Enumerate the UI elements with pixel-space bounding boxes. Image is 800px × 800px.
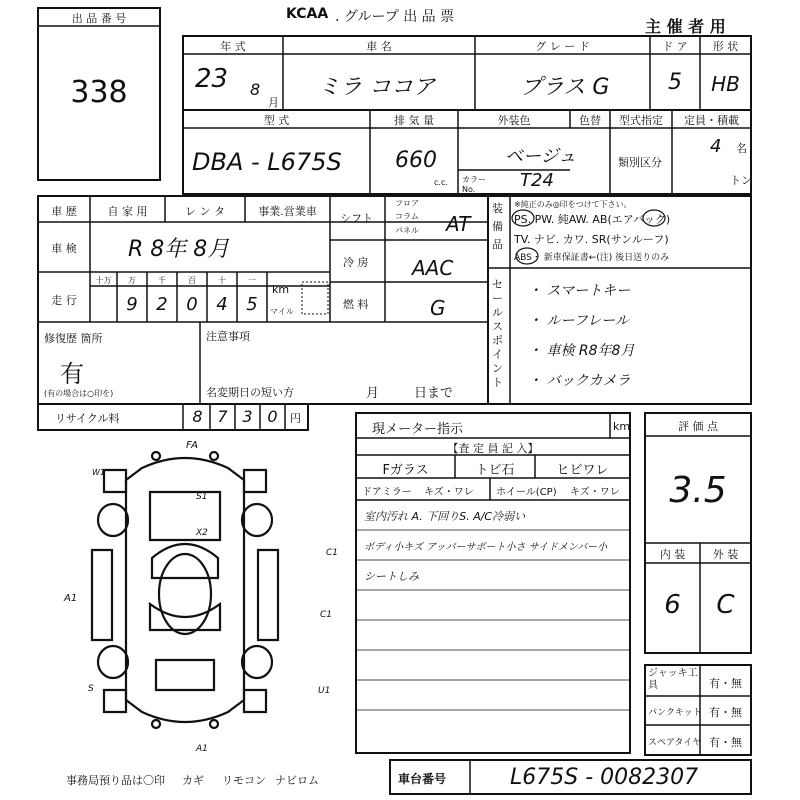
shift-panel: パネル (395, 226, 419, 235)
damage-mark: W1 (92, 468, 105, 477)
jack-label: ジャッキ工 具 (648, 668, 698, 691)
mileage-digit: 5 (246, 294, 258, 315)
shift-floor: フロア (395, 199, 419, 208)
history-label: 車 歴 (51, 205, 77, 218)
brand-logo: KCAA (286, 6, 329, 22)
remark-line: シートしみ (364, 570, 419, 583)
interior-label: 内 装 (659, 548, 686, 561)
shift-label: シフト (340, 212, 373, 225)
notes-label: 注意事項 (206, 330, 250, 343)
category-label: 類別区分 (618, 156, 662, 169)
lot-number-label: 出 品 番 号 (71, 12, 127, 25)
glass-label: Fガラス (382, 463, 429, 478)
mileage-digit: 2 (156, 294, 168, 315)
damage-mark: X2 (196, 528, 208, 538)
meter-unit: km (613, 420, 631, 433)
puncture-label: パンクキット (648, 708, 702, 718)
repair-value: 有 (60, 360, 84, 388)
score-label: 評 価 点 (678, 420, 718, 433)
recycle-digit: 0 (267, 407, 278, 426)
office-note: 事務局預り品は〇印 (66, 774, 165, 787)
sheet-title: . グループ 出 品 票 (335, 9, 455, 25)
damage-mark: S1 (196, 492, 208, 502)
equipment-line3: ABS・ 新車保証書←(注) 後日送りのみ (514, 253, 670, 263)
repair-label: 修復歴 箇所 (44, 332, 103, 345)
repair-note: (有の場合は○印を) (44, 389, 114, 398)
chassis-label: 車台番号 (398, 772, 447, 786)
damage-mark: S (88, 684, 94, 694)
puncture-option: 有・無 (709, 706, 742, 719)
mileage-unit: 十万 (95, 276, 112, 285)
wheel-value: キズ・ワレ (570, 487, 620, 498)
name-change-month: 月 (366, 386, 380, 401)
equipment-line1: PS. PW. 純AW. AB(エアバック) (514, 213, 671, 226)
color-value: ベージュ (505, 146, 577, 167)
equipment-note: ※純正のみ◎印をつけて下さい。 (514, 200, 632, 209)
glass-hibi: ヒビワレ (556, 463, 609, 478)
color-code-label: カラー No. (462, 175, 486, 194)
mileage-digit: 0 (186, 294, 198, 315)
sales-point-label: セールスポイント (492, 278, 503, 389)
name-change-day: 日まで (414, 386, 454, 401)
door-label: ド ア (662, 40, 688, 53)
month-value: 8 (250, 80, 261, 99)
equipment-label: 装 備 品 (492, 202, 503, 251)
recycle-label: リサイクル料 (55, 412, 120, 425)
wheel-label: ホイール(CP) (496, 487, 557, 498)
footer-remote: リモコン (222, 774, 266, 787)
damage-mark: C1 (326, 548, 339, 558)
month-unit: 月 (268, 96, 279, 109)
footer-key: カギ (182, 774, 204, 787)
inspection-value: R 8年 8月 (128, 237, 230, 262)
score-value: 3.5 (669, 470, 727, 511)
capacity-unit: 名 (736, 142, 747, 155)
mileage-label: 走 行 (51, 294, 77, 307)
mileage-unit: 一 (248, 276, 256, 285)
exterior-label: 外 装 (712, 548, 739, 561)
grade-label: グ レ ー ド (535, 40, 590, 53)
spare-label: スペアタイヤ (648, 738, 702, 748)
capacity-value: 4 (710, 136, 722, 157)
year-label: 年 式 (220, 40, 246, 53)
spare-option: 有・無 (709, 736, 742, 749)
meter-label: 現メーター指示 (372, 422, 464, 437)
model-label: 型 式 (263, 114, 290, 127)
inspection-label: 車 検 (51, 242, 77, 255)
mile-label: マイル (270, 307, 294, 316)
capacity-label: 定員・積載 (684, 114, 739, 127)
recycle-digit: 3 (242, 407, 253, 426)
sales-point-item: ・ ルーフレール (528, 313, 629, 329)
type-designation-label: 型式指定 (619, 114, 663, 127)
history-own: 自 家 用 (107, 205, 148, 218)
equipment-line2: TV. ナビ. カワ. SR(サンルーフ) (514, 233, 669, 246)
year-value: 23 (195, 64, 229, 94)
mileage-unit: 千 (158, 276, 166, 285)
sales-point-item: ・ バックカメラ (528, 373, 631, 389)
mileage-unit: 百 (188, 276, 196, 285)
yen-label: 円 (290, 412, 301, 425)
doors-value: 5 (668, 70, 682, 95)
mileage-unit: 十 (218, 276, 226, 285)
displacement-value: 660 (395, 148, 437, 173)
km-label: km (272, 283, 290, 296)
history-rental: レ ン タ (185, 205, 225, 218)
mileage-digit: 4 (216, 294, 228, 315)
displacement-label: 排 気 量 (394, 114, 434, 127)
sales-point-item: ・ 車検 R8年8月 (528, 343, 635, 359)
shift-column: コラム (395, 212, 419, 221)
car-name-label: 車 名 (366, 40, 392, 53)
sales-point-item: ・ スマートキー (528, 283, 631, 299)
exterior-value: C (716, 590, 735, 620)
mileage-unit: 万 (128, 276, 136, 285)
name-change-label: 名変期日の短い方 (206, 386, 294, 399)
inspector-header: 【査 定 員 記 入】 (447, 442, 539, 455)
damage-mark: U1 (318, 686, 331, 696)
car-name-value: ミラ ココア (318, 75, 435, 100)
damage-mark: A1 (196, 744, 208, 754)
chassis-value: L675S - 0082307 (510, 765, 699, 790)
ac-value: AAC (412, 256, 454, 280)
damage-mark: A1 (64, 593, 78, 604)
mirror-label: ドアミラー (362, 487, 412, 498)
history-business: 事業.営業車 (258, 205, 317, 218)
jack-option: 有・無 (709, 677, 742, 690)
lot-number: 338 (70, 75, 128, 110)
damage-mark: FA (186, 440, 199, 451)
ac-label: 冷 房 (343, 256, 369, 269)
load-unit: トン (730, 174, 752, 187)
model-value: DBA - L675S (192, 148, 342, 176)
color-label: 外装色 (497, 114, 531, 127)
mileage-digit: 9 (126, 294, 138, 315)
shift-value: AT (446, 212, 471, 236)
color-code-value: T24 (520, 170, 554, 191)
car-diagram (92, 452, 278, 728)
glass-tobi: トビ石 (475, 463, 515, 478)
remark-line: ボディ小キズ アッパーサポート小さ サイドメンバー小 (364, 542, 608, 553)
color-change-label: 色替 (579, 114, 601, 127)
damage-mark: C1 (320, 610, 333, 620)
grade-value: プラス G (520, 75, 610, 100)
fuel-label: 燃 料 (343, 298, 369, 311)
interior-value: 6 (664, 590, 681, 620)
footer-navi: ナビロム (275, 774, 319, 787)
remark-line: 室内汚れ A. 下回りS. A/C冷弱い (364, 510, 526, 523)
recycle-digit: 8 (192, 407, 203, 426)
body-value: HB (711, 72, 740, 96)
organizer-label: 主 催 者 用 (645, 17, 726, 36)
recycle-digit: 7 (217, 407, 228, 426)
cc-unit: c.c. (434, 178, 448, 187)
body-label: 形 状 (712, 40, 739, 53)
fuel-value: G (430, 296, 446, 320)
mirror-value: キズ・ワレ (424, 487, 474, 498)
